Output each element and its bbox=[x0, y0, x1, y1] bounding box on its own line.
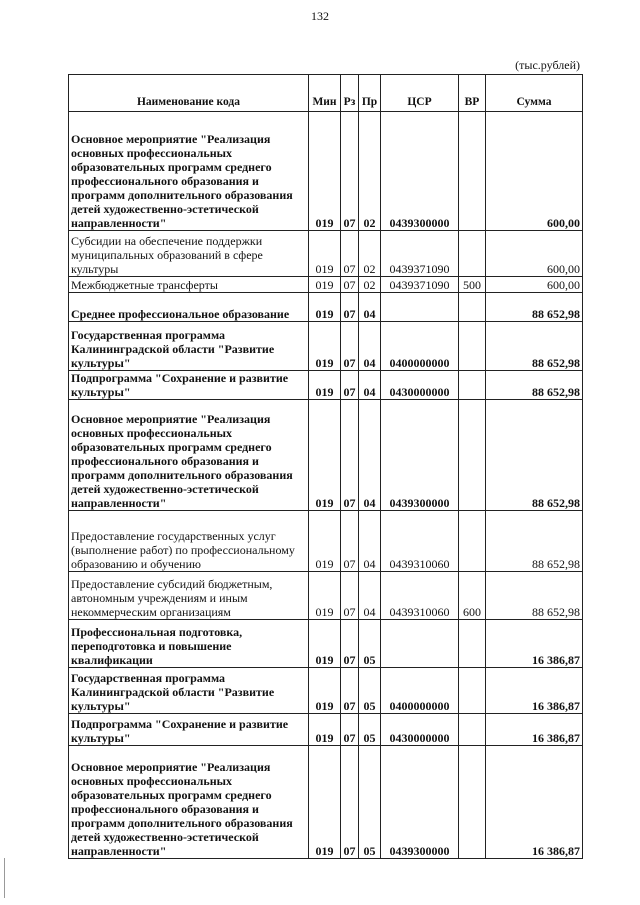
cell-sum: 16 386,87 bbox=[486, 714, 583, 746]
cell-name: Основное мероприятие "Реализация основных профессиональных образовательных программ среднего профессионального образования и программ дополнительного образования детей художественно-эстетической направленности" bbox=[69, 112, 309, 231]
cell-sum: 88 652,98 bbox=[486, 293, 583, 322]
cell-name: Основное мероприятие "Реализация основных профессиональных образовательных программ среднего профессионального образования и программ дополнительного образования детей художественно-эстетической направленности" bbox=[69, 746, 309, 859]
cell-csr: 0430000000 bbox=[381, 371, 459, 400]
cell-pr: 05 bbox=[359, 668, 381, 714]
cell-sum: 600,00 bbox=[486, 277, 583, 293]
header-sum: Сумма bbox=[486, 75, 583, 112]
table-row bbox=[69, 714, 583, 746]
cell-rz: 07 bbox=[341, 112, 359, 231]
cell-csr: 0439310060 bbox=[381, 572, 459, 620]
cell-csr bbox=[381, 293, 459, 322]
cell-min: 019 bbox=[309, 714, 341, 746]
margin-mark bbox=[4, 858, 5, 898]
cell-name: Государственная программа Калининградской области "Развитие культуры" bbox=[69, 322, 309, 371]
cell-name: Государственная программа Калининградской области "Развитие культуры" bbox=[69, 668, 309, 714]
cell-min: 019 bbox=[309, 668, 341, 714]
cell-min: 019 bbox=[309, 572, 341, 620]
table-row bbox=[69, 322, 583, 371]
cell-sum: 88 652,98 bbox=[486, 511, 583, 572]
cell-sum: 88 652,98 bbox=[486, 371, 583, 400]
cell-sum: 16 386,87 bbox=[486, 746, 583, 859]
cell-pr: 04 bbox=[359, 400, 381, 511]
cell-vr bbox=[459, 231, 486, 277]
cell-rz: 07 bbox=[341, 277, 359, 293]
cell-pr: 02 bbox=[359, 277, 381, 293]
cell-rz: 07 bbox=[341, 400, 359, 511]
cell-min: 019 bbox=[309, 371, 341, 400]
cell-sum: 16 386,87 bbox=[486, 668, 583, 714]
table-row bbox=[69, 620, 583, 668]
cell-name: Предоставление субсидий бюджетным, автономным учреждениям и иным некоммерческим организациям bbox=[69, 572, 309, 620]
cell-min: 019 bbox=[309, 293, 341, 322]
header-csr: ЦСР bbox=[381, 75, 459, 112]
table-row bbox=[69, 231, 583, 277]
cell-pr: 04 bbox=[359, 371, 381, 400]
table-row bbox=[69, 572, 583, 620]
cell-pr: 02 bbox=[359, 231, 381, 277]
cell-rz: 07 bbox=[341, 668, 359, 714]
cell-pr: 04 bbox=[359, 322, 381, 371]
cell-csr: 0439300000 bbox=[381, 112, 459, 231]
cell-min: 019 bbox=[309, 231, 341, 277]
cell-vr bbox=[459, 400, 486, 511]
cell-vr bbox=[459, 293, 486, 322]
table-row bbox=[69, 277, 583, 293]
cell-csr: 0430000000 bbox=[381, 714, 459, 746]
cell-pr: 04 bbox=[359, 511, 381, 572]
cell-csr: 0400000000 bbox=[381, 322, 459, 371]
cell-rz: 07 bbox=[341, 572, 359, 620]
cell-name: Профессиональная подготовка, переподготовка и повышение квалификации bbox=[69, 620, 309, 668]
budget-table bbox=[68, 74, 583, 859]
cell-sum: 88 652,98 bbox=[486, 322, 583, 371]
cell-vr bbox=[459, 112, 486, 231]
cell-pr: 04 bbox=[359, 572, 381, 620]
cell-rz: 07 bbox=[341, 511, 359, 572]
cell-vr: 600 bbox=[459, 572, 486, 620]
cell-vr bbox=[459, 511, 486, 572]
cell-min: 019 bbox=[309, 746, 341, 859]
table-row bbox=[69, 511, 583, 572]
cell-rz: 07 bbox=[341, 293, 359, 322]
cell-pr: 05 bbox=[359, 620, 381, 668]
units-label: (тыс.рублей) bbox=[515, 58, 580, 72]
cell-name: Основное мероприятие "Реализация основных профессиональных образовательных программ среднего профессионального образования и программ дополнительного образования детей художественно-эстетической направленности" bbox=[69, 400, 309, 511]
cell-vr bbox=[459, 620, 486, 668]
cell-name: Среднее профессиональное образование bbox=[69, 293, 309, 322]
cell-csr: 0400000000 bbox=[381, 668, 459, 714]
cell-name: Предоставление государственных услуг (выполнение работ) по профессиональному образованию и обучению bbox=[69, 511, 309, 572]
cell-csr: 0439371090 bbox=[381, 277, 459, 293]
page-number: 132 bbox=[311, 9, 329, 23]
cell-name: Межбюджетные трансферты bbox=[69, 277, 309, 293]
cell-sum: 600,00 bbox=[486, 112, 583, 231]
cell-csr: 0439310060 bbox=[381, 511, 459, 572]
table-row bbox=[69, 400, 583, 511]
cell-pr: 05 bbox=[359, 746, 381, 859]
cell-name: Подпрограмма "Сохранение и развитие культуры" bbox=[69, 714, 309, 746]
header-row bbox=[69, 75, 583, 112]
cell-csr bbox=[381, 620, 459, 668]
cell-vr bbox=[459, 668, 486, 714]
cell-min: 019 bbox=[309, 112, 341, 231]
table-row bbox=[69, 668, 583, 714]
cell-csr: 0439300000 bbox=[381, 746, 459, 859]
header-min: Мин bbox=[309, 75, 341, 112]
table-row bbox=[69, 293, 583, 322]
cell-min: 019 bbox=[309, 322, 341, 371]
cell-name: Субсидии на обеспечение поддержки муниципальных образований в сфере культуры bbox=[69, 231, 309, 277]
cell-rz: 07 bbox=[341, 746, 359, 859]
table-row bbox=[69, 112, 583, 231]
cell-pr: 05 bbox=[359, 714, 381, 746]
table-row bbox=[69, 746, 583, 859]
cell-vr bbox=[459, 714, 486, 746]
cell-sum: 16 386,87 bbox=[486, 620, 583, 668]
header-name: Наименование кода bbox=[69, 75, 309, 112]
cell-min: 019 bbox=[309, 400, 341, 511]
cell-vr: 500 bbox=[459, 277, 486, 293]
cell-min: 019 bbox=[309, 511, 341, 572]
table-body bbox=[69, 112, 583, 859]
cell-min: 019 bbox=[309, 277, 341, 293]
header-vr: ВР bbox=[459, 75, 486, 112]
cell-rz: 07 bbox=[341, 322, 359, 371]
cell-rz: 07 bbox=[341, 620, 359, 668]
table-row bbox=[69, 371, 583, 400]
cell-rz: 07 bbox=[341, 371, 359, 400]
cell-vr bbox=[459, 746, 486, 859]
cell-csr: 0439300000 bbox=[381, 400, 459, 511]
cell-sum: 88 652,98 bbox=[486, 400, 583, 511]
cell-rz: 07 bbox=[341, 231, 359, 277]
header-pr: Пр bbox=[359, 75, 381, 112]
cell-sum: 600,00 bbox=[486, 231, 583, 277]
cell-csr: 0439371090 bbox=[381, 231, 459, 277]
cell-pr: 02 bbox=[359, 112, 381, 231]
cell-min: 019 bbox=[309, 620, 341, 668]
header-rz: Рз bbox=[341, 75, 359, 112]
cell-rz: 07 bbox=[341, 714, 359, 746]
cell-pr: 04 bbox=[359, 293, 381, 322]
cell-vr bbox=[459, 322, 486, 371]
cell-vr bbox=[459, 371, 486, 400]
cell-name: Подпрограмма "Сохранение и развитие культуры" bbox=[69, 371, 309, 400]
cell-sum: 88 652,98 bbox=[486, 572, 583, 620]
